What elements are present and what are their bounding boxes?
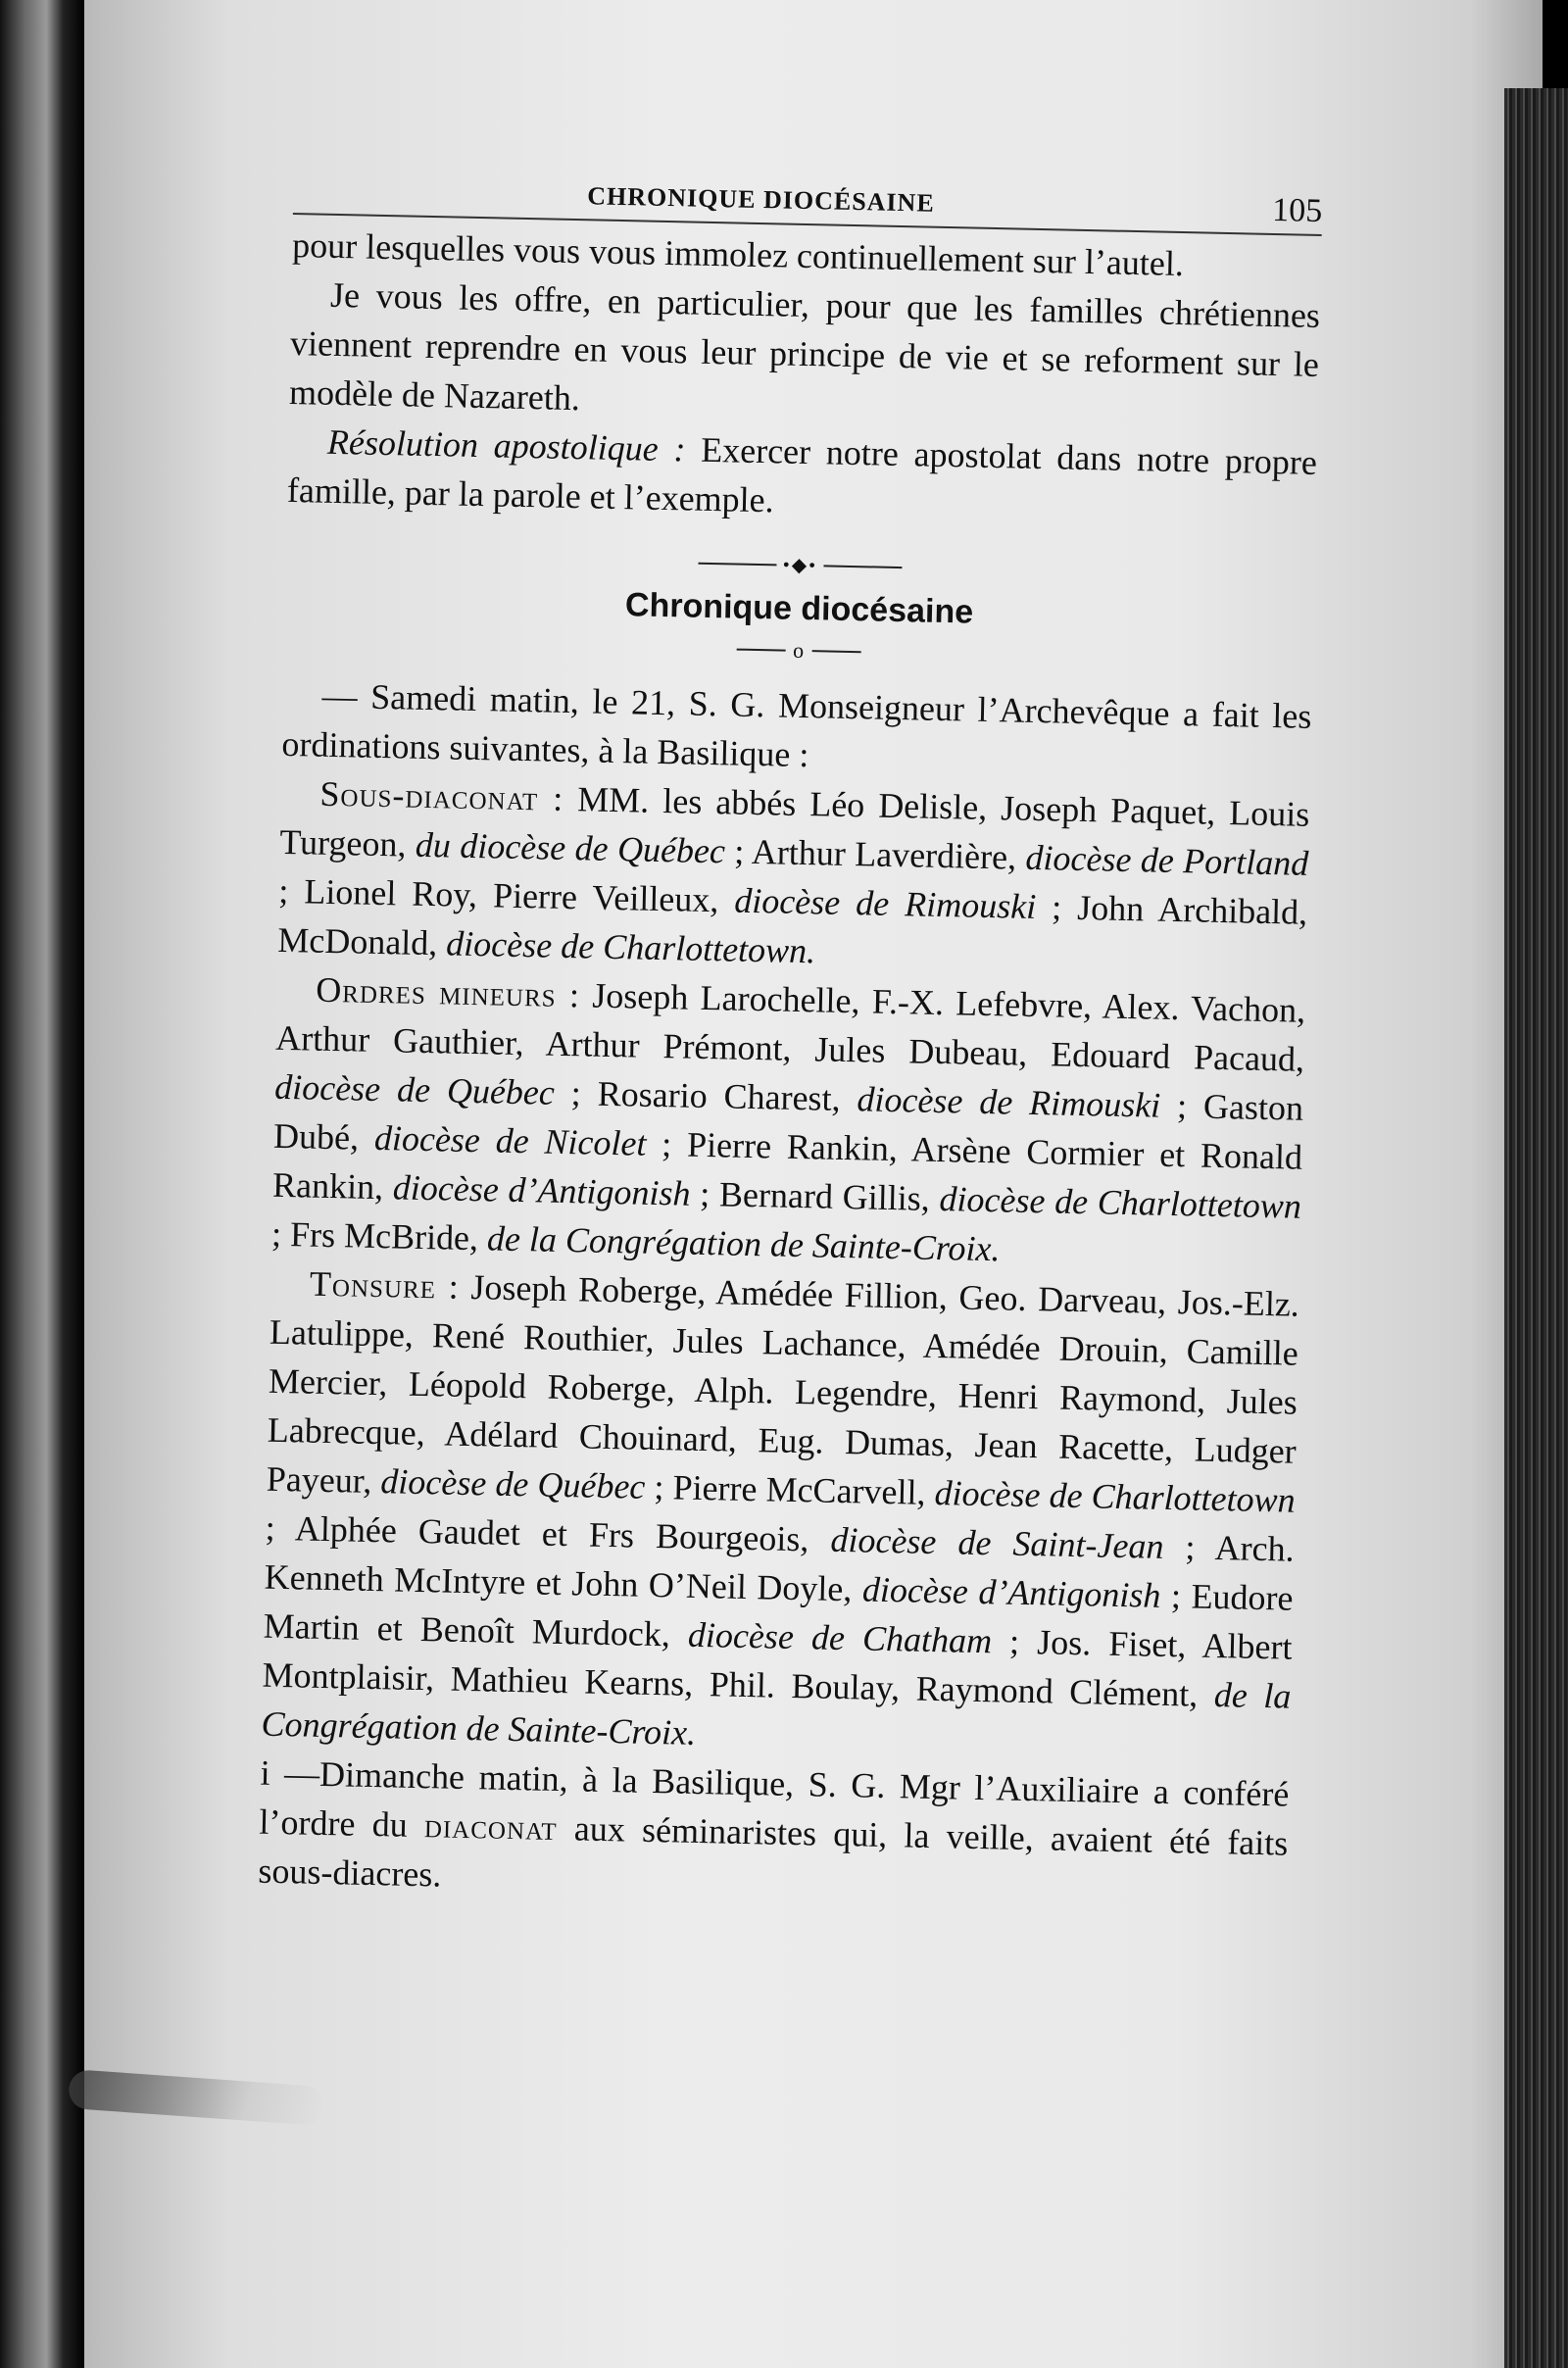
text-run: ; John Archibald, McDonald, — [276, 887, 1308, 963]
diocese-italic: diocèse d’Antigonish — [861, 1569, 1161, 1615]
diocese-italic: diocèse de Rimouski — [733, 880, 1037, 927]
paragraph-sous-diaconat — [277, 768, 1310, 986]
text-run: ; Arthur Laverdière, — [724, 831, 1026, 877]
diocese-italic: diocèse de Chatham — [687, 1614, 993, 1661]
text-run: ; Jos. Fiset, Albert Montplaisir, Mathieu Kearns, Phil. Boulay, Raymond Clément, — [262, 1621, 1293, 1715]
ornament-glyph: •◆• — [782, 554, 818, 577]
tonsure-label: Tonsure : — [309, 1263, 461, 1307]
paragraph-1: pour lesquelles vous vous immolez continuellement sur l’autel. — [291, 224, 1185, 284]
diocese-italic: diocèse de Portland — [1025, 837, 1309, 883]
diocese-italic: diocèse de Rimouski — [857, 1079, 1161, 1125]
book-gutter — [0, 0, 84, 2368]
separator-line-right — [811, 650, 860, 653]
separator-line-left — [699, 562, 777, 566]
section-title: Chronique diocésaine — [624, 586, 974, 631]
diaconat-smallcaps: diaconat — [423, 1805, 559, 1848]
diocese-italic: diocèse de Nicolet — [373, 1117, 647, 1163]
text-run: MM. les abbés Léo Delisle, Joseph Paquet, Louis Turgeon, — [279, 778, 1310, 864]
paragraph-ordres-mineurs — [271, 964, 1306, 1280]
diocese-italic: diocèse de Saint-Jean — [830, 1519, 1164, 1566]
running-title: CHRONIQUE DIOCÉSAINE — [587, 181, 936, 218]
diocese-italic: diocèse de Charlottetown. — [445, 923, 816, 971]
paragraph-2: Je vous les offre, en particulier, pour que les familles chrétiennes viennent reprendre en vous leur principe de vie et se reforment sur le modèle de Nazareth. — [288, 274, 1321, 419]
resolution-label: Résolution apostolique : — [326, 421, 686, 469]
text-run: ; Lionel Roy, Pierre Veilleux, — [278, 870, 735, 920]
text-run: ; Arch. Kenneth McIntyre et John O’Neil Doyle, — [264, 1526, 1295, 1609]
text-run: i —Dimanche matin, à la Basilique, S. G. Mgr l’Auxiliaire a conféré l’ordre du — [259, 1752, 1290, 1846]
diocese-italic: diocèse de Charlottetown — [939, 1179, 1302, 1226]
text-run: ; Pierre McCarvell, — [644, 1466, 936, 1512]
text-run: ; Pierre Rankin, Arsène Cormier et Ronald Rankin, — [271, 1123, 1303, 1208]
sous-diaconat-label: Sous-diaconat : — [319, 773, 564, 818]
text-run: Joseph Roberge, Amédée Fillion, Geo. Darveau, Jos.-Elz. Latulippe, René Routhier, Jules Lachance, Amédée Drouin, Camille Mercier, Léopold Roberge, Alph. Legendre, Henri Raymond, Jules Labrecque, Adélard Chouinard, Eug. Dumas, Jean Racette, Ludger Payeur, — [266, 1266, 1300, 1502]
separator-o: o — [792, 637, 805, 664]
resolution-text: Exercer notre apostolat dans notre propre famille, par la parole et l’exemple. — [286, 429, 1318, 520]
diocese-italic: diocèse de Québec — [273, 1066, 556, 1112]
text-run: ; Gaston Dubé, — [272, 1085, 1304, 1158]
paragraph-ordinations: — Samedi matin, le 21, S. G. Monseigneur l’Archevêque a fait les ordinations suivantes, à la Basilique : — [281, 675, 1312, 775]
diocese-italic: diocèse d’Antigonish — [392, 1167, 691, 1213]
diocese-italic: du diocèse de Québec — [415, 824, 726, 871]
page-text — [258, 162, 1323, 1917]
text-run: ; Frs McBride, — [270, 1213, 488, 1258]
text-run: ; Bernard Gillis, — [690, 1173, 940, 1219]
paragraph-3 — [286, 417, 1317, 536]
text-run: aux séminaristes qui, la veille, avaient été faits sous-diacres. — [258, 1808, 1289, 1895]
diocese-italic: diocèse de Québec — [380, 1461, 646, 1506]
text-run: Joseph Larochelle, F.-X. Lefebvre, Alex. Vachon, Arthur Gauthier, Arthur Prémont, Jules Dubeau, Edouard Pacaud, — [274, 975, 1306, 1079]
text-run: ; Alphée Gaudet et Frs Bourgeois, — [265, 1507, 831, 1559]
congregation-italic: de la Congrégation de Sainte-Croix. — [261, 1675, 1292, 1752]
congregation-italic: de la Congrégation de Sainte-Croix. — [486, 1218, 1001, 1269]
paragraph-tonsure — [261, 1258, 1299, 1770]
diocese-italic: diocèse de Charlottetown — [934, 1472, 1297, 1520]
text-run: ; Rosario Charest, — [554, 1072, 858, 1119]
separator-line-right — [823, 565, 902, 568]
ordres-mineurs-label: Ordres mineurs : — [315, 969, 581, 1015]
separator-line-left — [736, 649, 785, 652]
paragraph-diaconat — [258, 1749, 1290, 1917]
text-run: ; Eudore Martin et Benoît Murdock, — [263, 1575, 1294, 1654]
page-number: 105 — [1271, 191, 1323, 229]
page-stack-edge — [1504, 88, 1568, 2368]
